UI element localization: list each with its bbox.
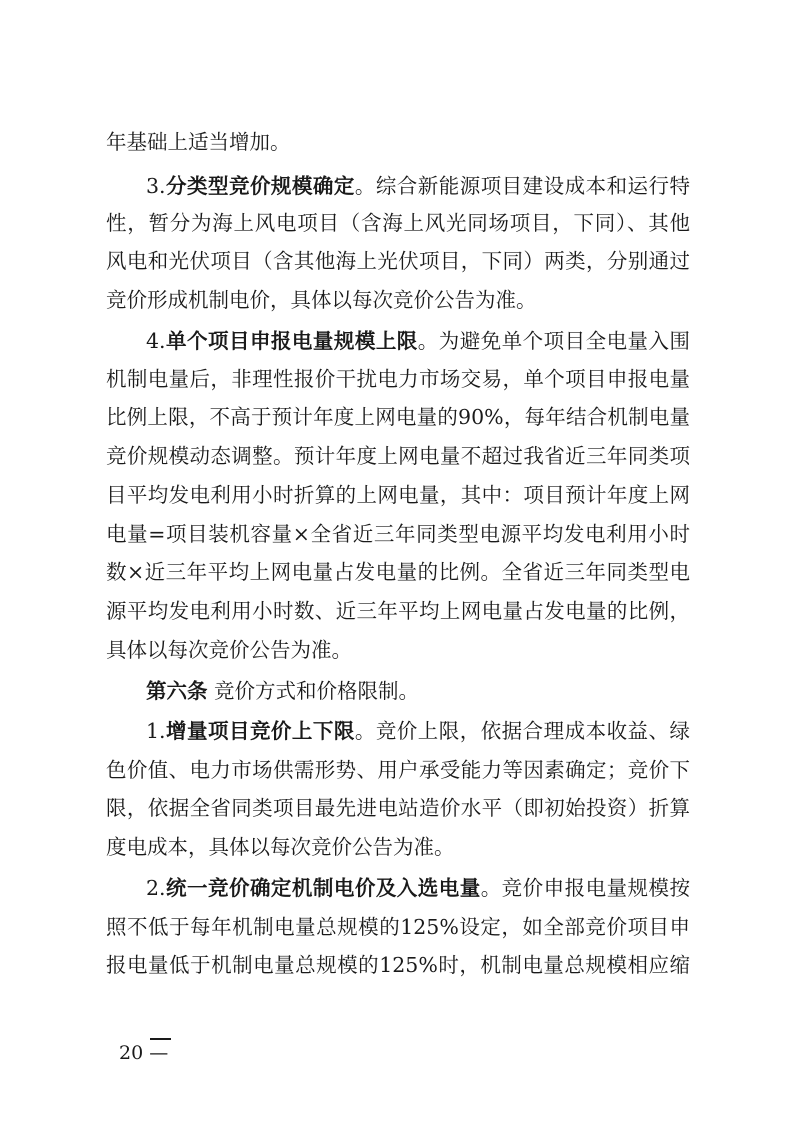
item-heading: 增量项目竞价上下限 xyxy=(165,719,355,743)
text-line: 年基础上适当增加。 xyxy=(106,130,291,154)
article-line: 第六条 竞价方式和价格限制。 xyxy=(146,679,420,703)
text-line: 电量=项目装机容量×全省近三年同类型电源平均发电利用小时 xyxy=(106,522,690,546)
page-number: 20 — xyxy=(119,1042,169,1064)
page-number-rule xyxy=(150,1038,171,1040)
numbered-item-line: 4.单个项目申报电量规模上限。为避免单个项目全电量入围 xyxy=(146,329,691,353)
numbered-item-line: 3.分类型竞价规模确定。综合新能源项目建设成本和运行特 xyxy=(146,174,691,198)
text-line: 数×近三年平均上网电量占发电量的比例。全省近三年同类型电 xyxy=(106,560,690,584)
text-line: 报电量低于机制电量总规模的125%时，机制电量总规模相应缩 xyxy=(106,953,690,977)
text-line: 目平均发电利用小时折算的上网电量，其中：项目预计年度上网 xyxy=(106,483,690,507)
item-heading: 单个项目申报电量规模上限 xyxy=(165,329,418,353)
text-line: 风电和光伏项目（含其他海上光伏项目，下同）两类，分别通过 xyxy=(106,249,690,273)
text-line: 照不低于每年机制电量总规模的125%设定，如全部竞价项目申 xyxy=(106,915,690,939)
text-line: 竞价形成机制电价，具体以每次竞价公告为准。 xyxy=(106,288,537,312)
text-line: 竞价规模动态调整。预计年度上网电量不超过我省近三年同类项 xyxy=(106,444,690,468)
text-line: 比例上限，不高于预计年度上网电量的90%，每年结合机制电量 xyxy=(106,405,690,429)
text-line: 性，暂分为海上风电项目（含海上风光同场项目，下同）、其他 xyxy=(106,211,690,235)
text-line: 限，依据全省同类项目最先进电站造价水平（即初始投资）折算 xyxy=(106,796,690,820)
article-heading: 第六条 xyxy=(146,679,208,703)
text-line: 机制电量后，非理性报价干扰电力市场交易，单个项目申报电量 xyxy=(106,367,690,391)
text-line: 源平均发电利用小时数、近三年平均上网电量占发电量的比例， xyxy=(106,599,690,623)
numbered-item-line: 2.统一竞价确定机制电价及入选电量。竞价申报电量规模按 xyxy=(146,876,691,900)
item-heading: 分类型竞价规模确定 xyxy=(165,174,355,198)
text-line: 色价值、电力市场供需形势、用户承受能力等因素确定；竞价下 xyxy=(106,758,690,782)
text-line: 度电成本，具体以每次竞价公告为准。 xyxy=(106,835,455,859)
text-line: 具体以每次竞价公告为准。 xyxy=(106,638,352,662)
numbered-item-line: 1.增量项目竞价上下限。竞价上限，依据合理成本收益、绿 xyxy=(146,719,691,743)
item-heading: 统一竞价确定机制电价及入选电量 xyxy=(165,876,481,900)
